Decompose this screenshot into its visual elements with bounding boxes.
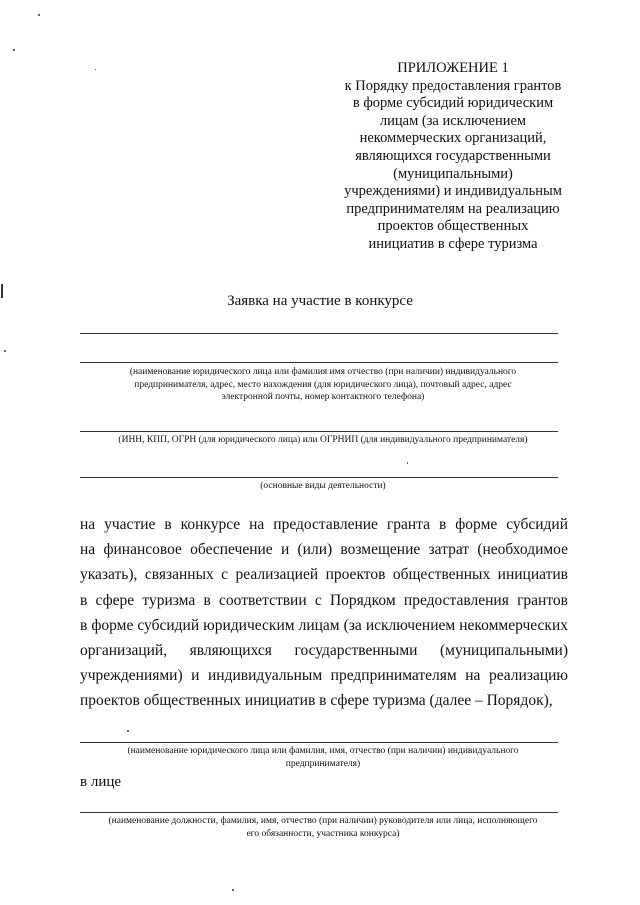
caption-applicant [80, 366, 566, 404]
appendix-line: предпринимателям на реализацию [346, 200, 560, 217]
body-line: в сфере туризма в соответствии с Порядком предоставления грантов [80, 591, 568, 609]
caption-line: предпринимателя, адрес, место нахождения (для юридического лица), почтовый адрес, адрес [134, 379, 512, 390]
appendix-line: ПРИЛОЖЕНИЕ 1 [397, 60, 509, 76]
scan-speck [4, 350, 6, 352]
fill-line [80, 333, 558, 334]
scan-speck [95, 69, 96, 70]
caption-line: (наименование юридического лица или фамилия имя отчество (при наличии) индивидуального [129, 367, 517, 377]
appendix-line: в форме субсидий юридическим [352, 95, 554, 112]
scan-speck [13, 49, 15, 51]
appendix-line: являющихся государственными [355, 147, 551, 164]
appendix-line: инициатив в сфере туризма [368, 235, 538, 252]
page-title: Заявка на участие в конкурсе [227, 293, 413, 309]
appendix-line: (муниципальными) [393, 165, 513, 182]
body-line: в форме субсидий юридическим лицам (за исключением некоммерческих [80, 616, 568, 634]
fill-line [80, 431, 558, 432]
body-line: указать), связанных с реализацией проектов общественных инициатив [80, 566, 568, 584]
caption-line: его обязанности, участника конкурса) [246, 828, 400, 839]
caption-line: предпринимателя) [285, 758, 361, 769]
fill-line [80, 812, 558, 813]
fill-line [80, 362, 558, 363]
body-line: на финансовое обеспечение и (или) возмещение затрат (необходимое [80, 541, 568, 559]
scan-speck [38, 14, 40, 16]
appendix-header [318, 60, 588, 254]
body-line: на участие в конкурсе на предоставление гранта в форме субсидий [80, 516, 568, 533]
scan-speck [1, 284, 3, 298]
appendix-line: учреждениями) и индивидуальным [344, 183, 562, 200]
body-line: проектов общественных инициатив в сфере туризма (далее – Порядок), [80, 692, 553, 710]
caption-name [80, 745, 566, 770]
fill-line [80, 742, 558, 743]
body-line: организаций, являющихся государственными (муниципальными) [80, 642, 568, 660]
caption-activities: (основные виды деятельности) [260, 481, 386, 491]
caption-ids: (ИНН, КПП, ОГРН (для юридического лица) или ОГРНИП (для индивидуального предпринимателя) [118, 435, 528, 445]
appendix-line: лицам (за исключением [379, 112, 527, 129]
scan-speck [232, 889, 234, 891]
caption-line: (наименование юридического лица или фамилия, имя, отчество (при наличии) индивидуального [127, 746, 519, 756]
scan-speck [127, 730, 129, 732]
fill-line [80, 477, 558, 478]
caption-position [76, 815, 570, 840]
caption-line: (наименование должности, фамилия, имя, отчество (при наличии) руководителя или лица, исполняющего [108, 816, 538, 826]
appendix-line: проектов общественных [377, 218, 529, 235]
appendix-line: некоммерческих организаций, [359, 130, 547, 147]
v-lice-label: в лице [80, 774, 122, 790]
body-line: учреждениями) и индивидуальным предпринимателям на реализацию [80, 667, 568, 685]
caption-line: электронной почты, номер контактного телефона) [221, 392, 425, 402]
body-paragraph [80, 512, 568, 714]
appendix-line: к Порядку предоставления грантов [344, 77, 562, 94]
scan-speck [407, 462, 408, 464]
